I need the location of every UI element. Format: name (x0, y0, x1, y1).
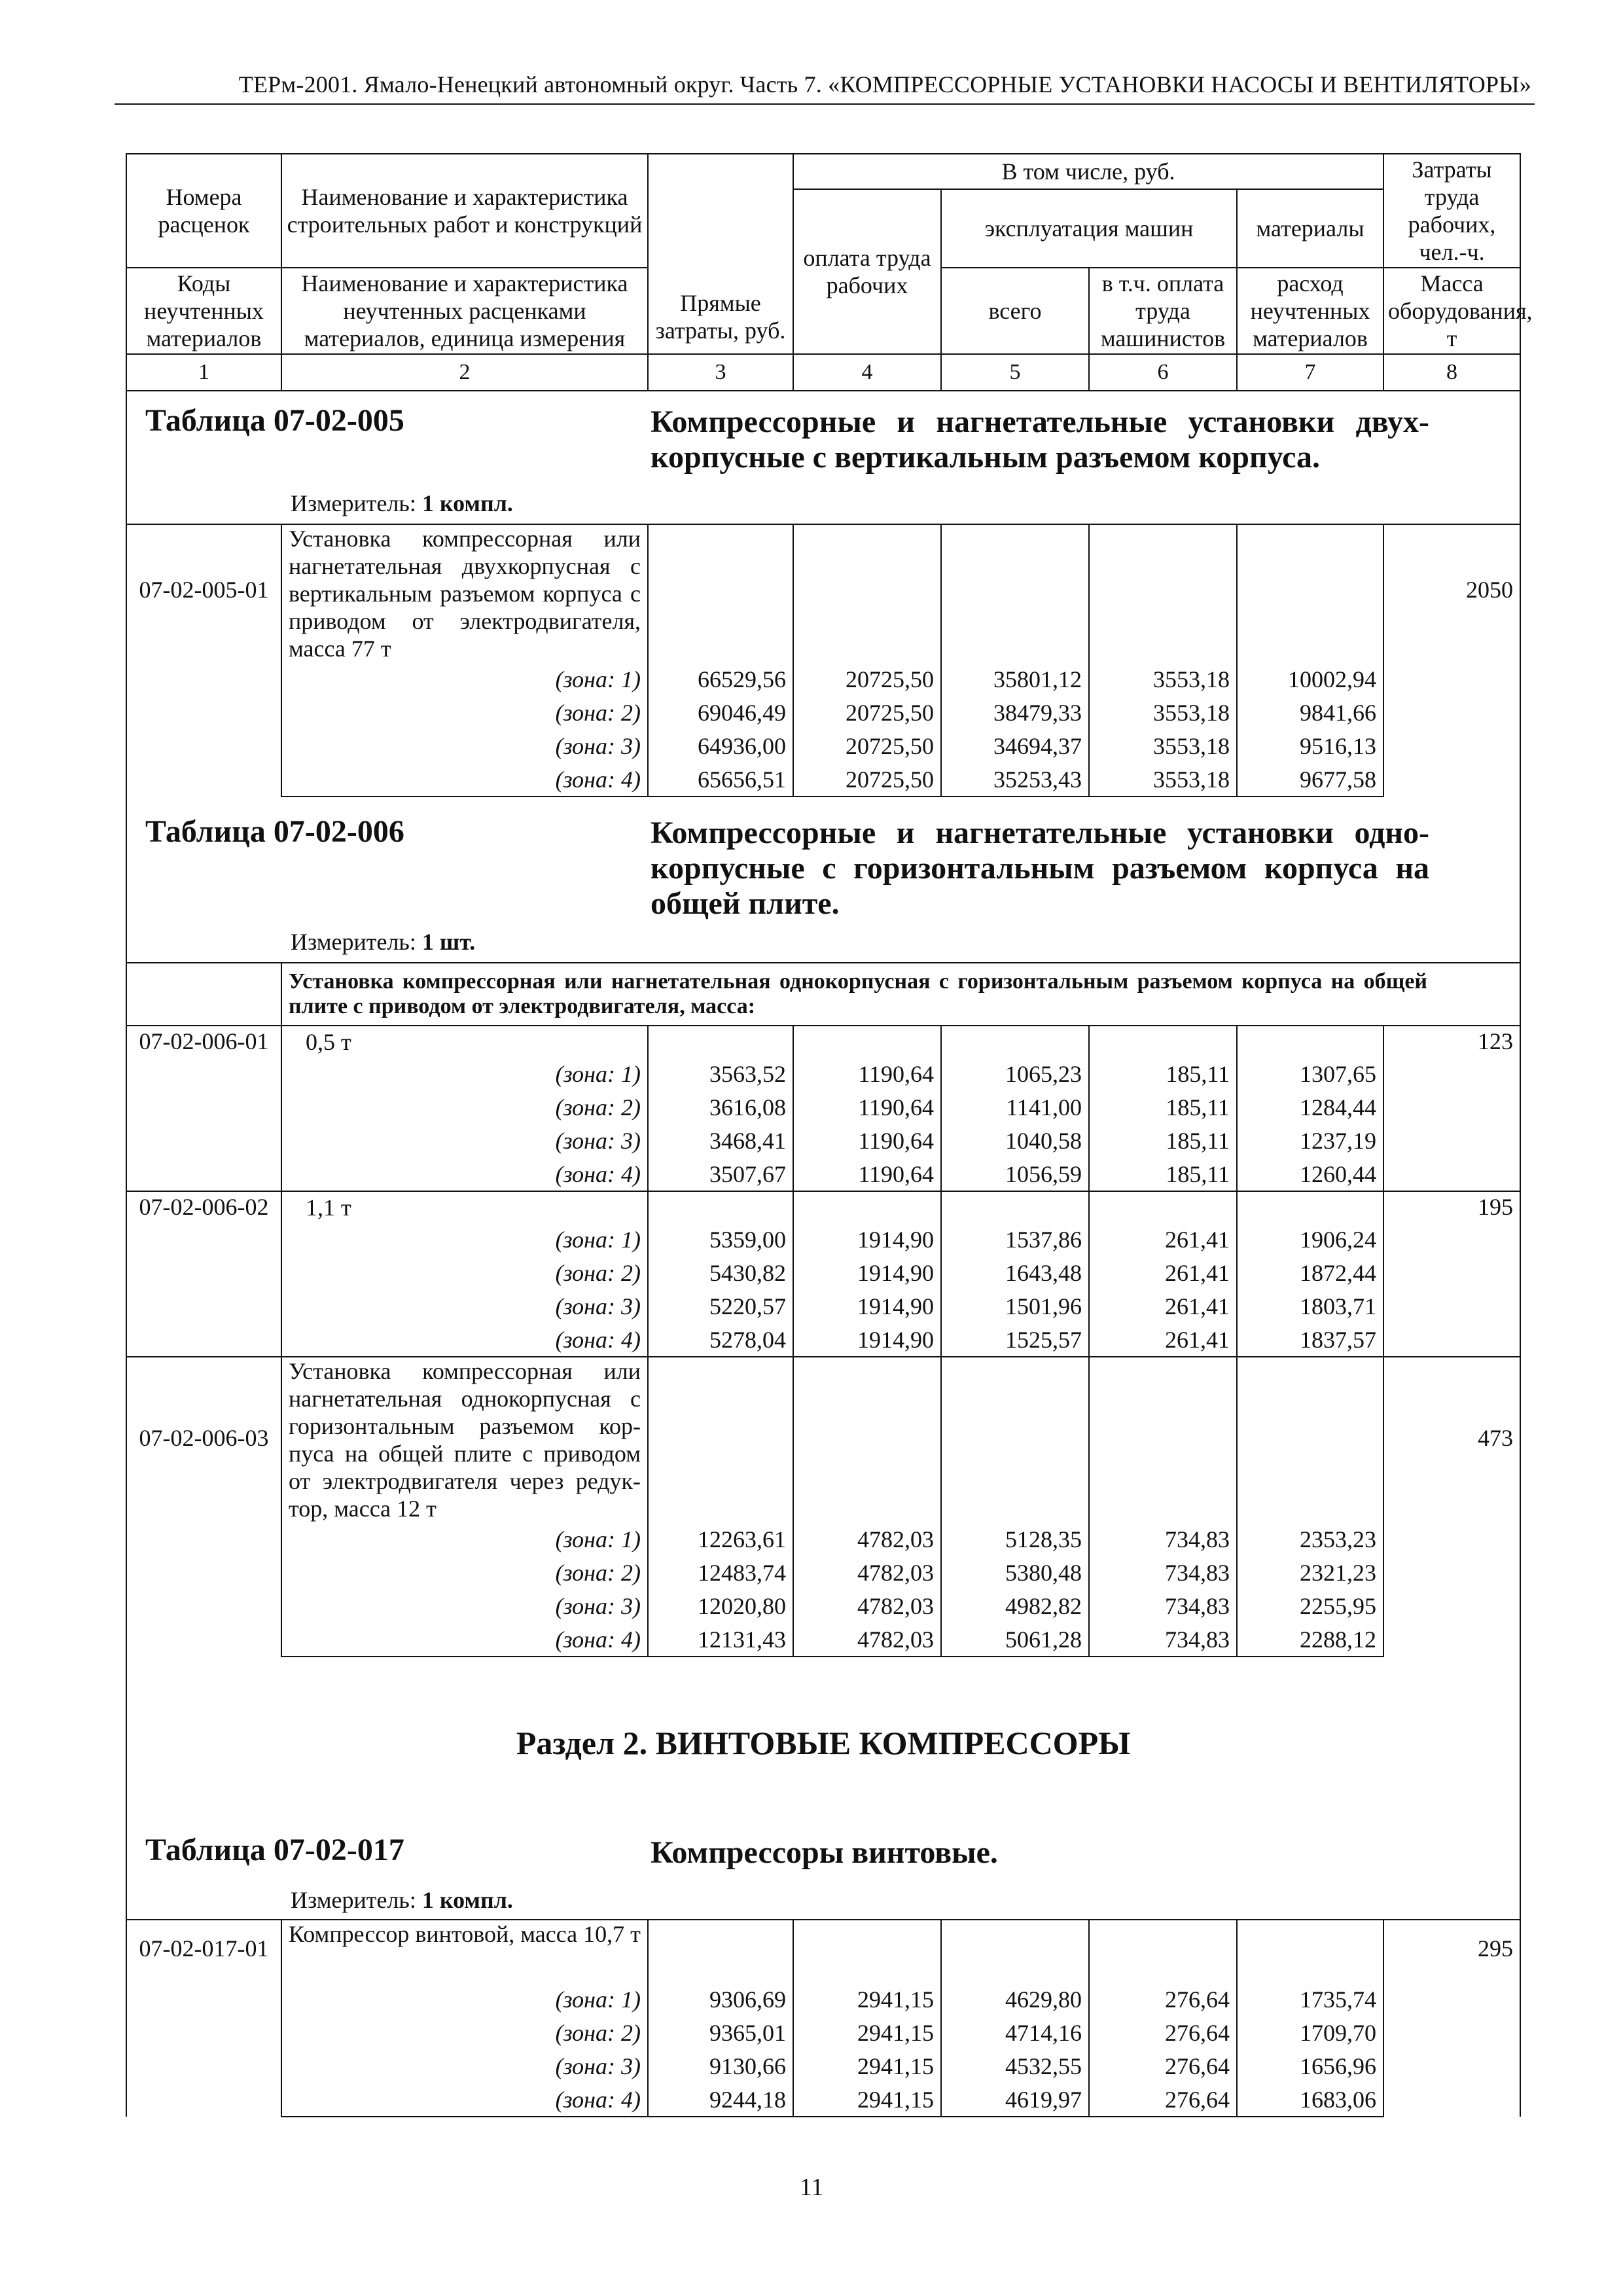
equipment-mass: 473 (1383, 1357, 1520, 1657)
machines-cost: 4532,55 (941, 2049, 1089, 2083)
materials-cost: 9677,58 (1237, 762, 1383, 797)
direct-cost: 3507,67 (648, 1157, 793, 1191)
zone-label: (зона: 3) (281, 729, 648, 762)
incl-header: В том числе, руб. (793, 154, 1383, 189)
zone-label: (зона: 3) (281, 2049, 648, 2083)
machines-cost: 1065,23 (941, 1057, 1089, 1090)
direct-cost: 12131,43 (648, 1623, 793, 1657)
materials-cost: 1709,70 (1237, 2016, 1383, 2049)
machinists-cost: 261,41 (1089, 1289, 1237, 1323)
zone-label: (зона: 1) (281, 662, 648, 696)
running-header: ТЕРм-2001. Ямало-Ненецкий автономный округ. Часть 7. «КОМПРЕССОРНЫЕ УСТАНОВКИ НАСОСЫ И ВЕНТИЛЯТОРЫ» (238, 71, 1531, 98)
labor-cost: 1190,64 (793, 1057, 941, 1090)
col3-header: Прямые затраты, руб. (648, 154, 793, 354)
equipment-mass: 195 (1383, 1191, 1520, 1357)
page-number: 11 (799, 2174, 824, 2201)
machinists-cost: 276,64 (1089, 1982, 1237, 2016)
machines-cost: 35253,43 (941, 762, 1089, 797)
col-number: 5 (941, 354, 1089, 391)
zone-label: (зона: 2) (281, 1090, 648, 1124)
col-number: 3 (648, 354, 793, 391)
zone-label: (зона: 3) (281, 1124, 648, 1157)
materials-cost: 1237,19 (1237, 1124, 1383, 1157)
materials-cost: 1906,24 (1237, 1223, 1383, 1256)
table-meter: Измеритель: 1 компл. (291, 1887, 513, 1913)
table-title: Компрессоры винтовые. (651, 1835, 998, 1870)
machines-cost: 4982,82 (941, 1589, 1089, 1623)
zone-label: (зона: 4) (281, 1157, 648, 1191)
machines-cost: 1141,00 (941, 1090, 1089, 1124)
zone-label: (зона: 2) (281, 1556, 648, 1589)
machinists-cost: 734,83 (1089, 1589, 1237, 1623)
machines-cost: 35801,12 (941, 662, 1089, 696)
machines-cost: 5128,35 (941, 1522, 1089, 1556)
machines-cost: 1537,86 (941, 1223, 1089, 1256)
materials-cost: 1872,44 (1237, 1256, 1383, 1289)
direct-cost: 12483,74 (648, 1556, 793, 1589)
table-id: Таблица 07-02-005 (145, 403, 404, 438)
machinists-cost: 734,83 (1089, 1623, 1237, 1657)
col2-header-bottom: Наименование и характеристика неучтенных расценками материалов, единица измерения (281, 268, 648, 354)
machinists-cost: 3553,18 (1089, 729, 1237, 762)
materials-cost: 1803,71 (1237, 1289, 1383, 1323)
col-number: 4 (793, 354, 941, 391)
group-title: Установка компрессорная или нагнетательная однокорпусная с горизонтальным разъемом корпуса на общей плите с приводом от электродвигателя, масса: (289, 969, 1427, 1018)
machines-cost: 4629,80 (941, 1982, 1089, 2016)
labor-cost: 20725,50 (793, 662, 941, 696)
machinists-cost: 276,64 (1089, 2016, 1237, 2049)
labor-cost: 20725,50 (793, 762, 941, 797)
machinists-cost: 3553,18 (1089, 762, 1237, 797)
materials-cost: 1307,65 (1237, 1057, 1383, 1090)
col-number: 7 (1237, 354, 1383, 391)
direct-cost: 9130,66 (648, 2049, 793, 2083)
machinists-cost: 185,11 (1089, 1124, 1237, 1157)
zone-label: (зона: 1) (281, 1982, 648, 2016)
zone-label: (зона: 1) (281, 1522, 648, 1556)
machines-cost: 1525,57 (941, 1323, 1089, 1357)
direct-cost: 9244,18 (648, 2083, 793, 2117)
machines-cost: 4714,16 (941, 2016, 1089, 2049)
direct-cost: 5278,04 (648, 1323, 793, 1357)
direct-cost: 3616,08 (648, 1090, 793, 1124)
direct-cost: 5359,00 (648, 1223, 793, 1256)
labor-cost: 1190,64 (793, 1157, 941, 1191)
zone-label: (зона: 1) (281, 1057, 648, 1090)
zone-label: (зона: 4) (281, 762, 648, 797)
table-title: Компрессорные и нагнетательные установки двух-корпусные с вертикальным разъемом корпуса. (651, 404, 1429, 475)
machinists-cost: 734,83 (1089, 1522, 1237, 1556)
zone-label: (зона: 4) (281, 1623, 648, 1657)
zone-label: (зона: 2) (281, 1256, 648, 1289)
labor-cost: 20725,50 (793, 696, 941, 729)
machines-cost: 1501,96 (941, 1289, 1089, 1323)
labor-header: оплата труда рабочих (793, 189, 941, 354)
labor-cost: 1914,90 (793, 1323, 941, 1357)
direct-cost: 9306,69 (648, 1982, 793, 2016)
col8-header-top: Затраты труда рабочих, чел.-ч. (1383, 154, 1520, 268)
zone-label: (зона: 2) (281, 696, 648, 729)
rate-code: 07-02-006-02 (126, 1191, 281, 1357)
zone-label: (зона: 4) (281, 2083, 648, 2117)
machines-cost: 34694,37 (941, 729, 1089, 762)
machinists-cost: 261,41 (1089, 1223, 1237, 1256)
table-meter: Измеритель: 1 шт. (291, 929, 476, 955)
labor-cost: 4782,03 (793, 1589, 941, 1623)
table-caption (126, 391, 1520, 524)
col-number: 8 (1383, 354, 1520, 391)
materials-cost: 1837,57 (1237, 1323, 1383, 1357)
rate-description: 0,5 т (281, 1026, 648, 1057)
machinists-cost: 276,64 (1089, 2083, 1237, 2117)
direct-cost: 69046,49 (648, 696, 793, 729)
materials-cost: 9841,66 (1237, 696, 1383, 729)
col-number: 1 (126, 354, 281, 391)
equipment-mass: 123 (1383, 1026, 1520, 1191)
zone-label: (зона: 1) (281, 1223, 648, 1256)
table-caption (126, 797, 1520, 963)
rate-code: 07-02-017-01 (126, 1920, 281, 2117)
direct-cost: 3468,41 (648, 1124, 793, 1157)
header-rule (115, 103, 1535, 105)
rate-description: Установка компрессорная или нагнетательная двухкорпусная с вертикальным разъемом корпуса с приводом от электродвигателя, масса 77 т (281, 524, 648, 662)
machinists-cost: 185,11 (1089, 1090, 1237, 1124)
machinists-cost: 3553,18 (1089, 696, 1237, 729)
direct-cost: 12263,61 (648, 1522, 793, 1556)
direct-cost: 65656,51 (648, 762, 793, 797)
materials-cost: 2288,12 (1237, 1623, 1383, 1657)
labor-cost: 1190,64 (793, 1124, 941, 1157)
rate-description: Установка компрессорная или нагнетательная однокорпусная с горизонтальным разъемом кор-пуса на общей плите с приводом от электродвигателя через редук-тор, масса 12 т (281, 1357, 648, 1522)
direct-cost: 5220,57 (648, 1289, 793, 1323)
direct-cost: 9365,01 (648, 2016, 793, 2049)
machinists-cost: 261,41 (1089, 1256, 1237, 1289)
direct-cost: 12020,80 (648, 1589, 793, 1623)
materials-cost: 2255,95 (1237, 1589, 1383, 1623)
direct-cost: 66529,56 (648, 662, 793, 696)
labor-cost: 4782,03 (793, 1522, 941, 1556)
rate-code: 07-02-005-01 (126, 524, 281, 797)
equipment-mass: 2050 (1383, 524, 1520, 797)
labor-cost: 2941,15 (793, 1982, 941, 2016)
machines-header: эксплуатация машин (941, 189, 1237, 268)
materials-cost: 10002,94 (1237, 662, 1383, 696)
zone-label: (зона: 3) (281, 1289, 648, 1323)
col1-header-bottom: Коды неучтенных материалов (126, 268, 281, 354)
labor-cost: 1914,90 (793, 1289, 941, 1323)
materials-cost: 1260,44 (1237, 1157, 1383, 1191)
materials-cost: 1656,96 (1237, 2049, 1383, 2083)
direct-cost: 64936,00 (648, 729, 793, 762)
labor-cost: 1914,90 (793, 1256, 941, 1289)
col2-header-top: Наименование и характеристика строительных работ и конструкций (281, 154, 648, 268)
machinists-header: в т.ч. оплата труда машинистов (1089, 268, 1237, 354)
machines-cost: 5061,28 (941, 1623, 1089, 1657)
machines-cost: 1056,59 (941, 1157, 1089, 1191)
table-id: Таблица 07-02-017 (145, 1833, 404, 1867)
materials-cost: 2321,23 (1237, 1556, 1383, 1589)
rate-description: 1,1 т (281, 1191, 648, 1223)
materials-cost: 9516,13 (1237, 729, 1383, 762)
col1-header-top: Номера расценок (126, 154, 281, 268)
direct-cost: 5430,82 (648, 1256, 793, 1289)
group-title-cell (281, 963, 1520, 1026)
machinists-cost: 3553,18 (1089, 662, 1237, 696)
col8-header-bottom: Масса оборудования, т (1383, 268, 1520, 354)
col-number: 6 (1089, 354, 1237, 391)
machinists-cost: 185,11 (1089, 1057, 1237, 1090)
machines-cost: 38479,33 (941, 696, 1089, 729)
table-id: Таблица 07-02-006 (145, 814, 404, 849)
labor-cost: 4782,03 (793, 1623, 941, 1657)
materials-cost: 1284,44 (1237, 1090, 1383, 1124)
rate-code: 07-02-006-01 (126, 1026, 281, 1191)
rate-description: Компрессор винтовой, масса 10,7 т (281, 1920, 648, 1982)
table-title: Компрессорные и нагнетательные установки одно-корпусные с горизонтальным разъемом корпуса на общей плите. (651, 816, 1429, 921)
direct-cost: 3563,52 (648, 1057, 793, 1090)
materials-header: материалы (1237, 189, 1383, 268)
labor-cost: 2941,15 (793, 2083, 941, 2117)
machines-total-header: всего (941, 268, 1089, 354)
labor-cost: 2941,15 (793, 2049, 941, 2083)
machinists-cost: 261,41 (1089, 1323, 1237, 1357)
machinists-cost: 276,64 (1089, 2049, 1237, 2083)
rates-table (126, 153, 1533, 2117)
machinists-cost: 185,11 (1089, 1157, 1237, 1191)
labor-cost: 1190,64 (793, 1090, 941, 1124)
zone-label: (зона: 4) (281, 1323, 648, 1357)
zone-label: (зона: 3) (281, 1589, 648, 1623)
materials-cost: 2353,23 (1237, 1522, 1383, 1556)
machines-cost: 1040,58 (941, 1124, 1089, 1157)
equipment-mass: 295 (1383, 1920, 1520, 2117)
rate-code: 07-02-006-03 (126, 1357, 281, 1657)
machinists-cost: 734,83 (1089, 1556, 1237, 1589)
labor-cost: 4782,03 (793, 1556, 941, 1589)
labor-cost: 20725,50 (793, 729, 941, 762)
col-number: 2 (281, 354, 648, 391)
machines-cost: 5380,48 (941, 1556, 1089, 1589)
table-meter: Измеритель: 1 компл. (291, 490, 513, 516)
machines-cost: 4619,97 (941, 2083, 1089, 2117)
section-title: Раздел 2. ВИНТОВЫЕ КОМПРЕССОРЫ (516, 1725, 1131, 1761)
zone-label: (зона: 2) (281, 2016, 648, 2049)
materials-cost: 1735,74 (1237, 1982, 1383, 2016)
labor-cost: 1914,90 (793, 1223, 941, 1256)
section-caption (126, 1657, 1520, 1920)
machines-cost: 1643,48 (941, 1256, 1089, 1289)
labor-cost: 2941,15 (793, 2016, 941, 2049)
materials-cost: 1683,06 (1237, 2083, 1383, 2117)
materials-bottom-header: расход неучтенных материалов (1237, 268, 1383, 354)
